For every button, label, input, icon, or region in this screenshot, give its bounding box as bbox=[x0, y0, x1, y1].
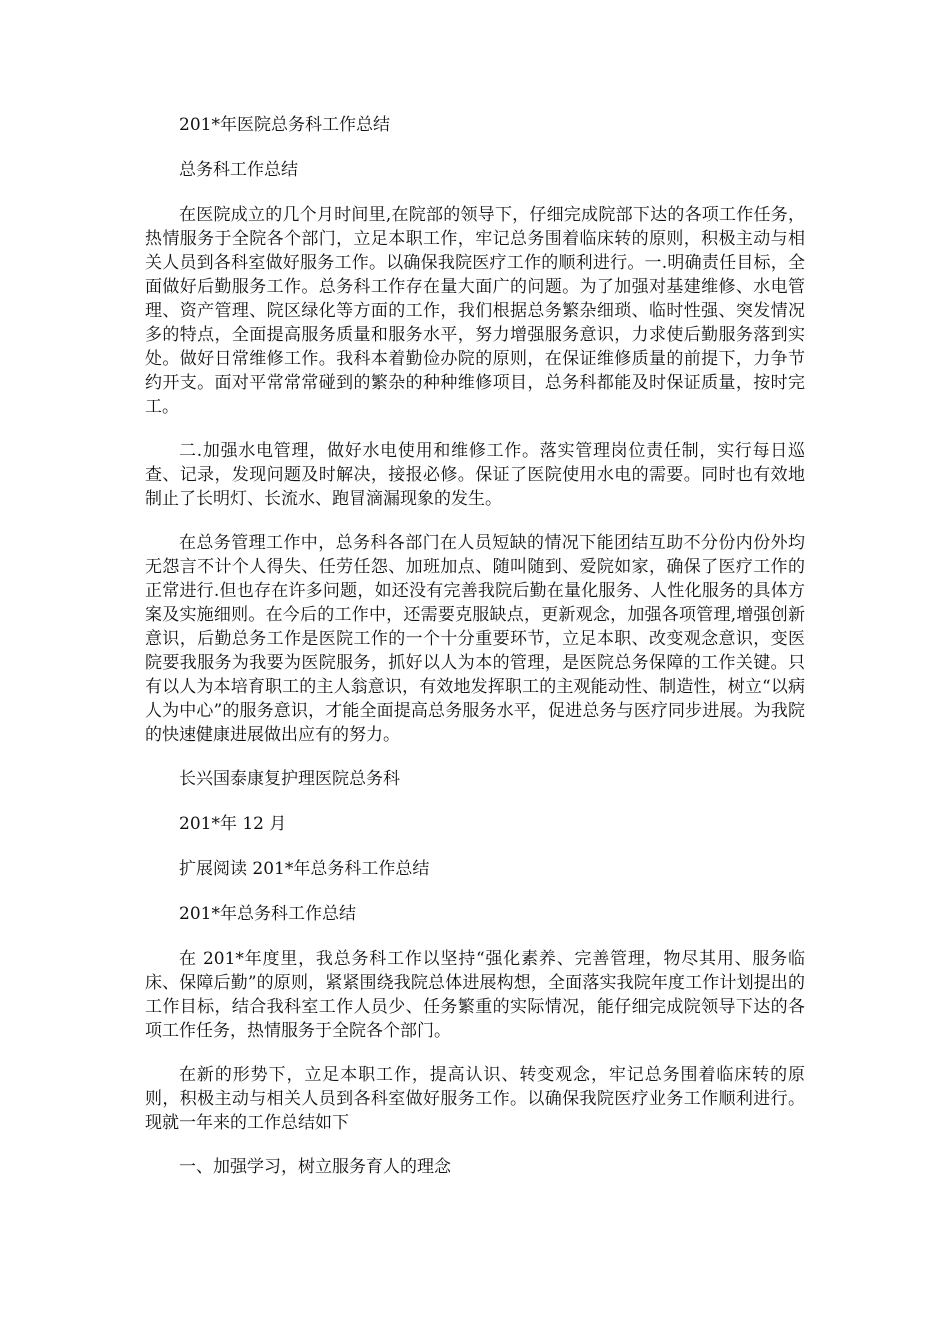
extended-subtitle: 201*年总务科工作总结 bbox=[179, 904, 356, 924]
section-heading-1: 一、加强学习，树立服务育人的理念 bbox=[179, 1157, 451, 1177]
paragraph-3: 在总务管理工作中，总务科各部门在人员短缺的情况下能团结互助不分份内份外均无怨言不计个人得失、任劳任怨、加班加点、随叫随到、爱院如家，确保了医疗工作的正常进行.但也存在许多问题，如还没有完善我院后勤在量化服务、人性化服务的具体方案及实施细则。在今后的工作中，还需要克服缺点，更新观念，加强各项管理,增强创新意识，后勤总务工作是医院工作的一个十分重要环节，立足本职、改变观念意识，变医院要我服务为我要为医院服务，抓好以人为本的管理，是医院总务保障的工作关键。只有以人为本培育职工的主人翁意识，有效地发挥职工的主观能动性、制造性，树立“以病人为中心”的服务意识，才能全面提高总务服务水平，促进总务与医疗同步进展。为我院的快速健康进展做出应有的努力。 bbox=[145, 533, 805, 745]
document-subtitle: 总务科工作总结 bbox=[179, 160, 298, 180]
document-title: 201*年医院总务科工作总结 bbox=[179, 115, 390, 135]
signature: 长兴国泰康复护理医院总务科 bbox=[179, 769, 400, 789]
paragraph-1: 在医院成立的几个月时间里,在院部的领导下，仔细完成院部下达的各项工作任务，热情服务于全院各个部门，立足本职工作，牢记总务围着临床转的原则，积极主动与相关人员到各科室做好服务工作。以确保我院医疗工作的顺利进行。一.明确责任目标，全面做好后勤服务工作。总务科工作存在量大面广的问题。为了加强对基建维修、水电管理、资产管理、院区绿化等方面的工作，我们根据总务繁杂细琐、临时性强、突发情况多的特点，全面提高服务质量和服务水平，努力增强服务意识，力求使后勤服务落到实处。做好日常维修工作。我科本着勤俭办院的原则，在保证维修质量的前提下，力争节约开支。面对平常常常碰到的繁杂的种种维修项目，总务科都能及时保证质量，按时完工。 bbox=[145, 205, 805, 417]
date: 201*年 12 月 bbox=[179, 814, 287, 834]
paragraph-2: 二.加强水电管理，做好水电使用和维修工作。落实管理岗位责任制，实行每日巡查、记录，发现问题及时解决，接报必修。保证了医院使用水电的需要。同时也有效地制止了长明灯、长流水、跑冒滴漏现象的发生。 bbox=[145, 441, 805, 509]
paragraph-5: 在新的形势下，立足本职工作，提高认识、转变观念，牢记总务围着临床转的原则，积极主动与相关人员到各科室做好服务工作。以确保我院医疗业务工作顺利进行。现就一年来的工作总结如下 bbox=[145, 1065, 805, 1133]
paragraph-4: 在 201*年度里，我总务科工作以坚持“强化素养、完善管理，物尽其用、服务临床、保障后勤”的原则，紧紧围绕我院总体进展构想，全面落实我院年度工作计划提出的工作目标，结合我科室工作人员少、任务繁重的实际情况，能仔细完成院领导下达的各项工作任务，热情服务于全院各个部门。 bbox=[145, 949, 805, 1041]
document-body bbox=[145, 113, 805, 1200]
extended-reading-title: 扩展阅读 201*年总务科工作总结 bbox=[179, 859, 430, 879]
